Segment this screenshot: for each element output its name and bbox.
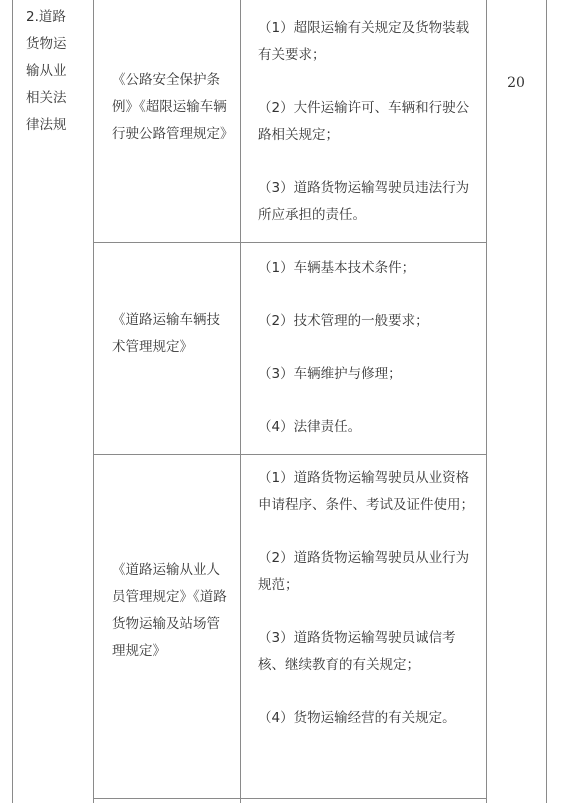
table-column-divider: [93, 0, 94, 803]
requirement-item: （2）道路货物运输驾驶员从业行为规范；: [258, 550, 470, 593]
requirement-item: （3）道路货物运输驾驶员诚信考核、继续教育的有关规定；: [258, 630, 456, 673]
requirement-item: （3）车辆维护与修理；: [258, 366, 402, 382]
requirement-item: （1）车辆基本技术条件；: [258, 260, 416, 276]
requirement-item: （4）货物运输经营的有关规定。: [258, 710, 456, 726]
row-divider: [93, 242, 487, 243]
row-divider: [93, 798, 487, 799]
table-column-divider: [486, 0, 487, 803]
requirement-item: （4）法律责任。: [258, 419, 362, 435]
requirement-item: （1）道路货物运输驾驶员从业资格申请程序、条件、考试及证件使用；: [258, 470, 474, 513]
topic-cell: 2.道路货物运输从业相关法律法规: [26, 9, 67, 133]
requirement-item: （2）技术管理的一般要求；: [258, 313, 429, 329]
requirements-cell: [240, 255, 486, 441]
requirement-item: （3）道路货物运输驾驶员违法行为所应承担的责任。: [258, 180, 470, 223]
table-right-border: [546, 0, 547, 803]
law-cell: 《道路运输从业人员管理规定》《道路货物运输及站场管理规定》: [112, 562, 227, 659]
hours-cell: 20: [507, 75, 525, 91]
law-cell: 《公路安全保护条例》《超限运输车辆行驶公路管理规定》: [112, 72, 234, 142]
requirement-item: （2）大件运输许可、车辆和行驶公路相关规定；: [258, 100, 470, 143]
requirement-item: （1）超限运输有关规定及货物装载有关要求；: [258, 20, 470, 63]
requirements-cell: [240, 465, 486, 732]
law-cell: 《道路运输车辆技术管理规定》: [112, 312, 220, 355]
requirements-cell: [240, 15, 486, 229]
row-divider: [93, 454, 487, 455]
